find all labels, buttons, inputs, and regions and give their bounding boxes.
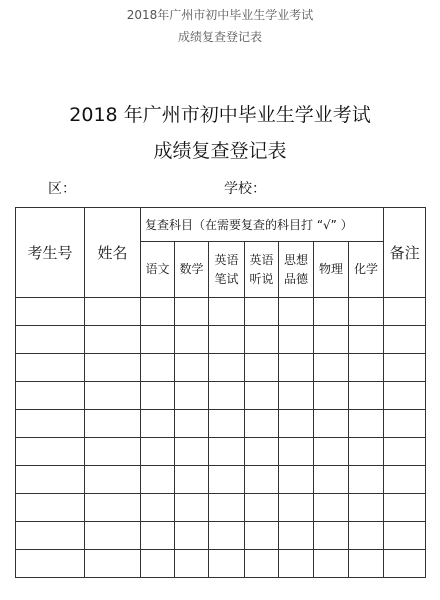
table-cell[interactable] (175, 354, 209, 382)
table-cell[interactable] (384, 466, 426, 494)
table-cell[interactable] (349, 326, 384, 354)
registration-table (15, 207, 426, 578)
table-cell[interactable] (314, 354, 349, 382)
subject-english-written-line1: 英语 (214, 252, 239, 267)
table-cell[interactable] (349, 354, 384, 382)
table-row (16, 298, 426, 326)
exam-number-header: 考生号 (16, 208, 85, 298)
review-subjects-header: 复查科目（在需要复查的科目打 “√” ） (141, 208, 384, 242)
table-cell[interactable] (141, 522, 175, 550)
table-cell[interactable] (245, 438, 279, 466)
table-cell[interactable] (384, 298, 426, 326)
table-row (16, 326, 426, 354)
table-row (16, 354, 426, 382)
table-cell[interactable] (314, 550, 349, 578)
table-cell[interactable] (175, 522, 209, 550)
table-row (16, 522, 426, 550)
name-header: 姓名 (85, 208, 141, 298)
table-cell[interactable] (85, 550, 141, 578)
table-cell[interactable] (209, 298, 245, 326)
table-cell[interactable] (175, 466, 209, 494)
table-cell[interactable] (141, 354, 175, 382)
table-cell[interactable] (209, 326, 245, 354)
table-cell[interactable] (279, 354, 314, 382)
table-cell[interactable] (209, 494, 245, 522)
subject-chinese: 语文 (141, 242, 175, 298)
table-cell[interactable] (141, 298, 175, 326)
table-cell[interactable] (279, 550, 314, 578)
subject-english-listening (245, 242, 279, 298)
table-cell[interactable] (209, 550, 245, 578)
table-cell[interactable] (384, 550, 426, 578)
table-cell[interactable] (314, 522, 349, 550)
table-row (16, 494, 426, 522)
subject-ideology-line1: 思想 (283, 252, 308, 267)
table-cell[interactable] (175, 494, 209, 522)
table-cell[interactable] (85, 326, 141, 354)
header-line-1: 2018年广州市初中毕业生学业考试 (126, 8, 314, 22)
table-cell[interactable] (279, 382, 314, 410)
table-cell[interactable] (384, 410, 426, 438)
table-cell[interactable] (175, 550, 209, 578)
table-row (16, 438, 426, 466)
table-cell[interactable] (245, 522, 279, 550)
table-cell[interactable] (384, 354, 426, 382)
table-cell[interactable] (279, 466, 314, 494)
table-cell[interactable] (279, 410, 314, 438)
table-cell[interactable] (245, 410, 279, 438)
table-cell[interactable] (16, 298, 85, 326)
table-cell[interactable] (141, 466, 175, 494)
table-cell[interactable] (245, 326, 279, 354)
table-cell[interactable] (349, 382, 384, 410)
subject-ideology (279, 242, 314, 298)
table-cell[interactable] (279, 326, 314, 354)
header-line-2: 成绩复查登记表 (177, 30, 262, 44)
table-cell[interactable] (85, 438, 141, 466)
subject-chemistry: 化学 (349, 242, 384, 298)
table-cell[interactable] (209, 522, 245, 550)
table-cell[interactable] (175, 298, 209, 326)
remarks-header: 备注 (384, 208, 426, 298)
table-cell[interactable] (16, 354, 85, 382)
table-cell[interactable] (209, 466, 245, 494)
subject-english-listening-line2: 听说 (249, 271, 274, 286)
subject-ideology-line2: 品德 (283, 271, 308, 286)
table-cell[interactable] (85, 466, 141, 494)
table-cell[interactable] (85, 382, 141, 410)
table-cell[interactable] (279, 438, 314, 466)
table-cell[interactable] (349, 550, 384, 578)
table-cell[interactable] (384, 438, 426, 466)
table-cell[interactable] (141, 550, 175, 578)
table-cell[interactable] (209, 354, 245, 382)
subject-english-written-line2: 笔试 (214, 271, 239, 286)
title-line-1: 2018 年广州市初中毕业生学业考试 (69, 104, 371, 126)
table-cell[interactable] (175, 326, 209, 354)
table-cell[interactable] (141, 410, 175, 438)
table-cell[interactable] (349, 298, 384, 326)
table-cell[interactable] (349, 494, 384, 522)
table-row (16, 382, 426, 410)
table-cell[interactable] (245, 354, 279, 382)
table-row (16, 550, 426, 578)
table-cell[interactable] (16, 438, 85, 466)
table-cell[interactable] (279, 298, 314, 326)
table-cell[interactable] (85, 354, 141, 382)
table-cell[interactable] (245, 494, 279, 522)
subject-physics: 物理 (314, 242, 349, 298)
district-label: 区： (48, 181, 76, 197)
table-cell[interactable] (175, 382, 209, 410)
table-cell[interactable] (279, 494, 314, 522)
subject-english-listening-line1: 英语 (249, 252, 274, 267)
table-cell[interactable] (85, 298, 141, 326)
table-header-row (16, 208, 426, 242)
table-cell[interactable] (85, 410, 141, 438)
table-cell[interactable] (245, 550, 279, 578)
table-cell[interactable] (384, 494, 426, 522)
table-cell[interactable] (314, 494, 349, 522)
table-cell[interactable] (16, 410, 85, 438)
table-cell[interactable] (141, 382, 175, 410)
table-cell[interactable] (85, 494, 141, 522)
table-body (16, 298, 426, 578)
table-cell[interactable] (349, 438, 384, 466)
subject-english-written (209, 242, 245, 298)
title-line-2: 成绩复查登记表 (153, 140, 287, 162)
subject-math: 数学 (175, 242, 209, 298)
table-cell[interactable] (16, 550, 85, 578)
table-cell[interactable] (314, 438, 349, 466)
table-cell[interactable] (175, 410, 209, 438)
table-cell[interactable] (141, 438, 175, 466)
table-cell[interactable] (16, 522, 85, 550)
table-cell[interactable] (314, 382, 349, 410)
table-cell[interactable] (209, 438, 245, 466)
table-row (16, 466, 426, 494)
table-cell[interactable] (349, 522, 384, 550)
table-row (16, 410, 426, 438)
table-cell[interactable] (85, 522, 141, 550)
table-cell[interactable] (314, 326, 349, 354)
school-label: 学校： (224, 181, 266, 197)
table-cell[interactable] (314, 298, 349, 326)
table-cell[interactable] (349, 466, 384, 494)
table-cell[interactable] (16, 466, 85, 494)
table-cell[interactable] (209, 410, 245, 438)
table-cell[interactable] (279, 522, 314, 550)
table-cell[interactable] (141, 494, 175, 522)
table-cell[interactable] (349, 410, 384, 438)
table-cell[interactable] (16, 494, 85, 522)
table-cell[interactable] (384, 522, 426, 550)
table-cell[interactable] (314, 466, 349, 494)
table-cell[interactable] (16, 326, 85, 354)
table-cell[interactable] (314, 410, 349, 438)
table-cell[interactable] (209, 382, 245, 410)
table-cell[interactable] (384, 326, 426, 354)
table-cell[interactable] (16, 382, 85, 410)
table-cell[interactable] (384, 382, 426, 410)
table-cell[interactable] (245, 298, 279, 326)
table-cell[interactable] (141, 326, 175, 354)
table-cell[interactable] (245, 382, 279, 410)
table-cell[interactable] (175, 438, 209, 466)
table-cell[interactable] (245, 466, 279, 494)
